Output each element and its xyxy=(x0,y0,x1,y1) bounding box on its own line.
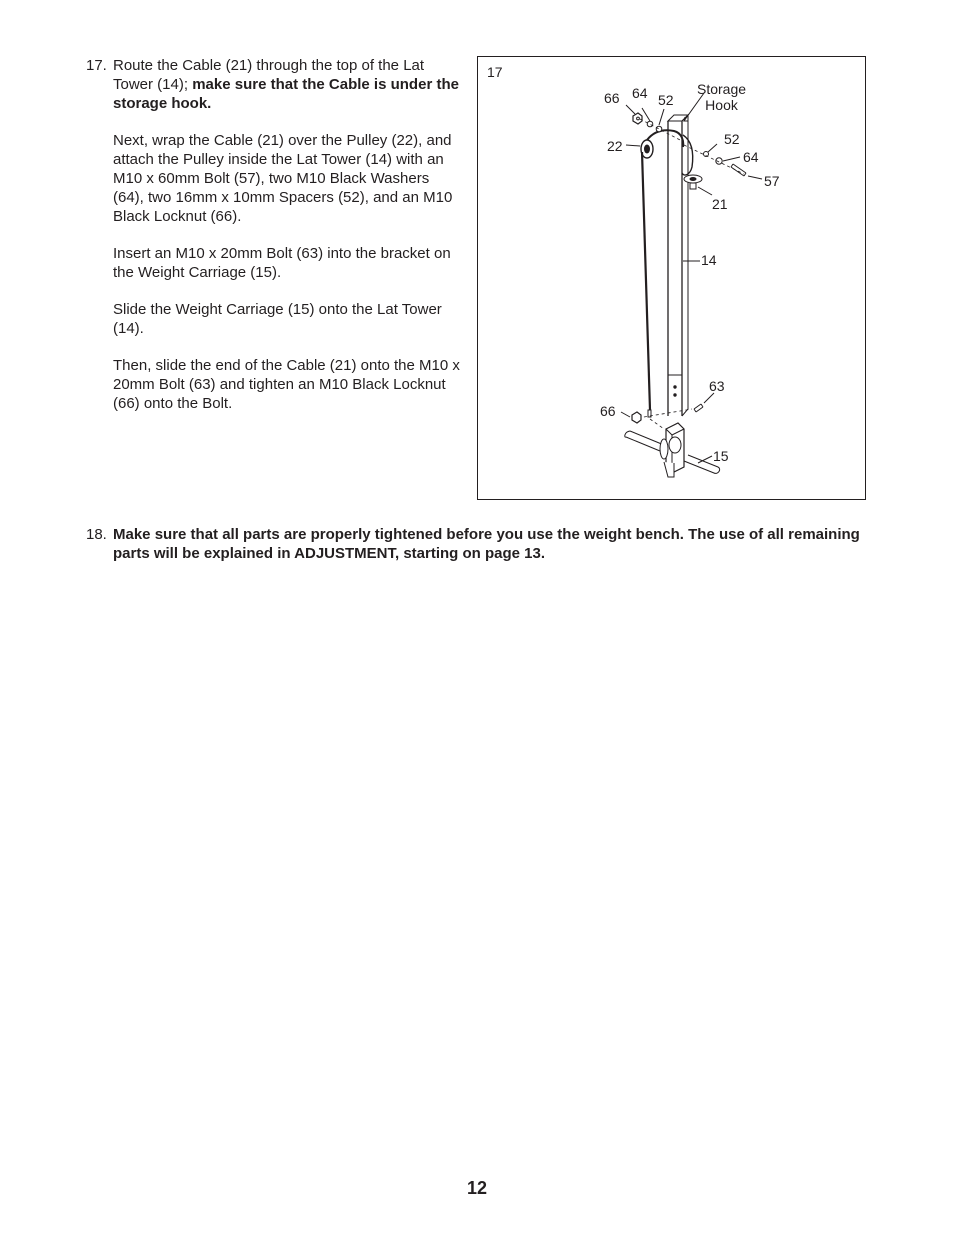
lat-tower-shape xyxy=(668,121,682,416)
label-locknut-66-top: 66 xyxy=(604,90,620,106)
locknut-bottom-shape xyxy=(632,412,641,423)
label-lat-tower-14: 14 xyxy=(701,252,717,268)
washer-top-shape xyxy=(647,121,653,127)
label-cable-21: 21 xyxy=(712,196,728,212)
label-storage-hook-line2: Hook xyxy=(705,97,738,113)
assembly-figure xyxy=(477,56,866,500)
bolt-63-shape xyxy=(694,404,703,412)
leader-locknut-top xyxy=(626,105,635,114)
leader-washer-top xyxy=(642,108,650,121)
label-carriage-15: 15 xyxy=(713,448,729,464)
leader-bolt-63 xyxy=(704,393,714,403)
carriage-left-post xyxy=(625,431,664,451)
locknut-top-shape xyxy=(633,113,642,124)
step-17-paragraph-1 xyxy=(113,56,461,113)
leader-locknut-bottom xyxy=(621,412,630,417)
page-number: 12 xyxy=(466,1178,488,1198)
figure-number: 17 xyxy=(487,64,503,80)
label-storage-hook xyxy=(697,81,746,113)
step-17-paragraph-2: Next, wrap the Cable (21) over the Pulley (22), and attach the Pulley inside the Lat Tower (14) with an M10 x 60mm Bolt (57), two M10 Black Washers (64), two 16mm x 10mm Spacers (52), and an M10 Black Locknut (66). xyxy=(113,132,453,225)
step-18-text: Make sure that all parts are properly tightened before you use the weight bench. The use of all remaining parts will be explained in ADJUSTMENT, starting on page 13. xyxy=(113,526,860,562)
label-washer-64-top: 64 xyxy=(632,85,648,101)
step-17-paragraph-4: Slide the Weight Carriage (15) onto the Lat Tower (14). xyxy=(113,301,442,337)
label-spacer-52-top: 52 xyxy=(658,92,674,108)
assembly-drawing xyxy=(478,57,864,498)
step-17-route-text: Route the Cable (21) through the top of the Lat Tower (14); xyxy=(113,57,425,93)
step-number: 18. xyxy=(86,526,107,543)
leader-spacer-top xyxy=(659,109,664,125)
label-spacer-52-right: 52 xyxy=(724,131,740,147)
leader-pulley xyxy=(626,145,640,146)
leader-spacer-right xyxy=(708,144,717,152)
step-17-paragraph-3: Insert an M10 x 20mm Bolt (63) into the bracket on the Weight Carriage (15). xyxy=(113,245,451,281)
label-bolt-57: 57 xyxy=(764,173,780,189)
label-bolt-63: 63 xyxy=(709,378,725,394)
label-storage-hook-line1: Storage xyxy=(697,81,747,97)
leader-bolt-57 xyxy=(748,176,762,179)
cable-shape xyxy=(642,152,650,410)
leader-washer-right xyxy=(723,157,740,161)
step-17-storage-hook-warning: make sure that the Cable is under the storage hook. xyxy=(113,76,459,112)
step-18-instructions xyxy=(86,525,866,563)
label-washer-64-right: 64 xyxy=(743,149,759,165)
label-pulley-22: 22 xyxy=(607,138,623,154)
step-17-instructions xyxy=(86,56,461,413)
label-locknut-66-bottom: 66 xyxy=(600,403,616,419)
spacer-top-shape xyxy=(656,126,662,132)
leader-cable xyxy=(698,187,712,195)
step-number: 17. xyxy=(86,57,107,74)
step-17-paragraph-5: Then, slide the end of the Cable (21) onto the M10 x 20mm Bolt (63) and tighten an M10 Black Locknut (66) onto the Bolt. xyxy=(113,357,460,412)
